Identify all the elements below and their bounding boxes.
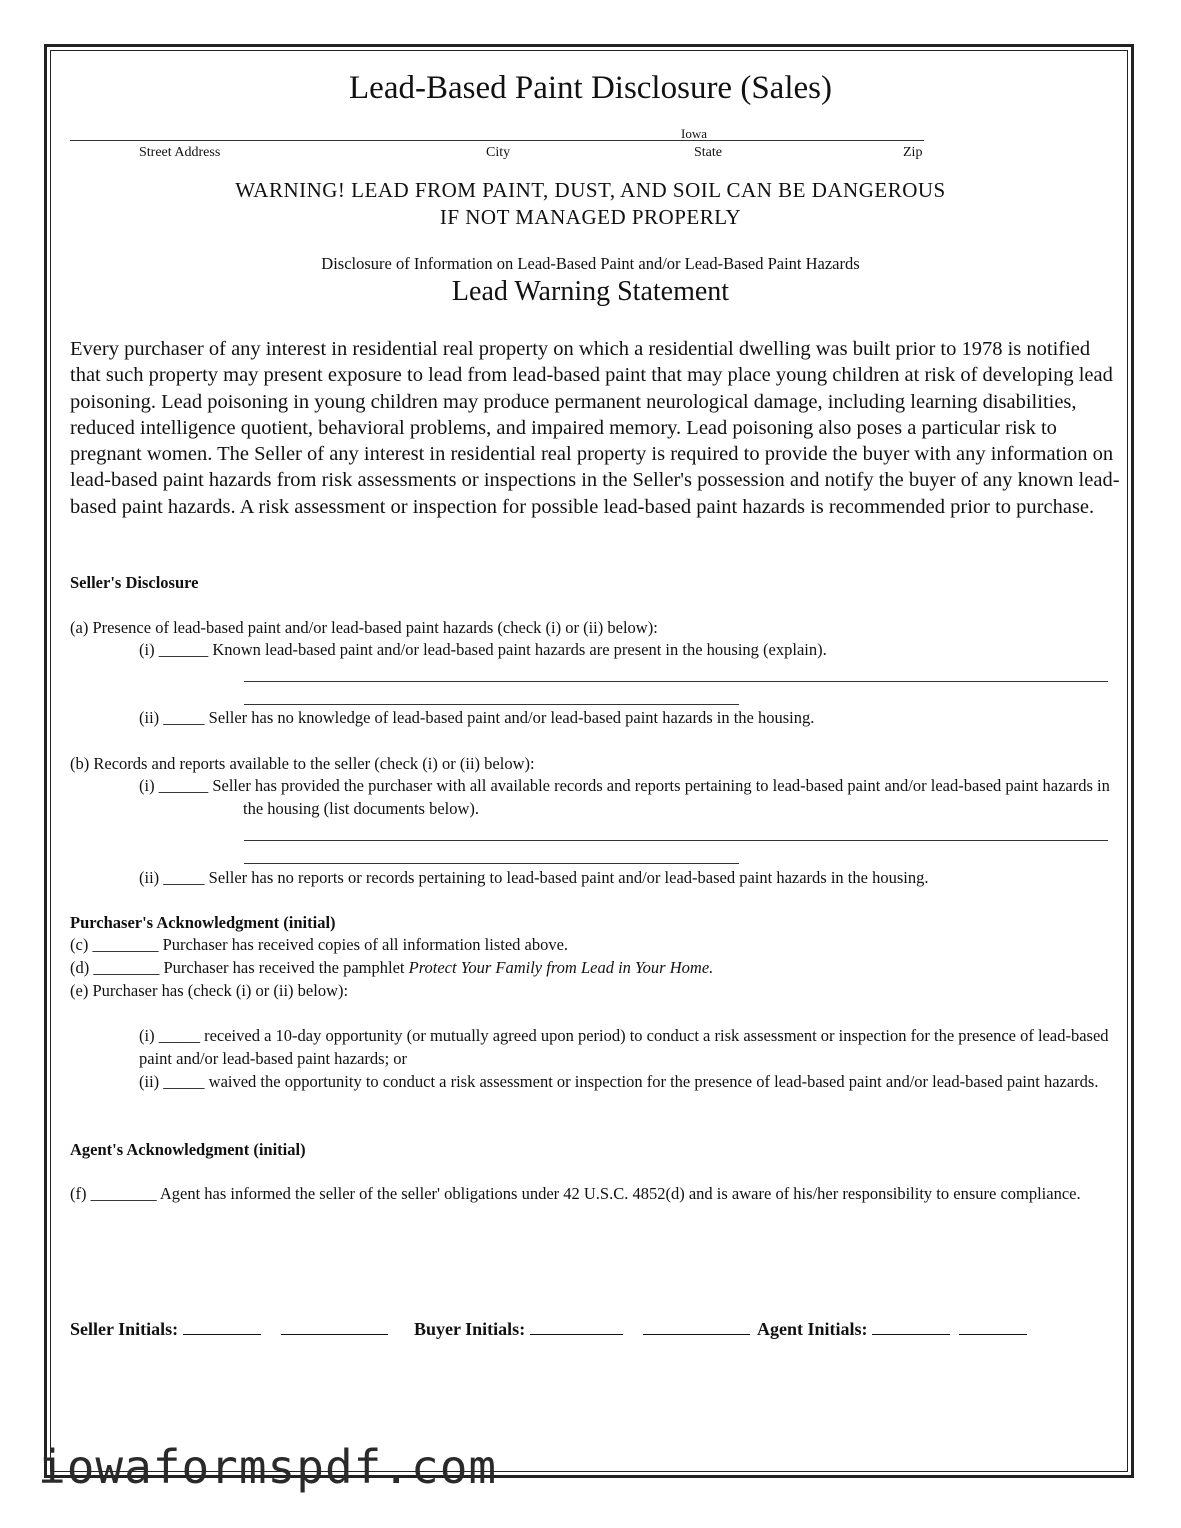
agent-initials-field-2[interactable]	[959, 1318, 1027, 1335]
disclosure-subheading: Disclosure of Information on Lead-Based Paint and/or Lead-Based Paint Hazards	[321, 254, 860, 273]
pamphlet-title: Protect Your Family from Lead in Your Home.	[408, 958, 714, 977]
documents-line-1[interactable]	[244, 840, 1108, 841]
purchaser-c[interactable]: (c) ________ Purchaser has received copies of all information listed above.	[70, 935, 569, 954]
purchaser-d[interactable]	[70, 958, 713, 978]
agent-initials	[757, 1318, 1027, 1340]
purchaser-e-i[interactable]: (i) _____ received a 10-day opportunity (or mutually agreed upon period) to conduct a risk assessment or inspection for the presence of lead-based paint and/or lead-based paint hazards; or	[139, 1026, 1109, 1068]
seller-a-intro: (a) Presence of lead-based paint and/or lead-based paint hazards (check (i) or (ii) below):	[70, 618, 658, 637]
explain-line-2[interactable]	[244, 704, 739, 705]
buyer-initials	[414, 1318, 750, 1340]
seller-initials	[70, 1318, 388, 1340]
agent-initials-field-1[interactable]	[872, 1318, 950, 1335]
lead-warning-statement: Every purchaser of any interest in residential real property on which a residential dwelling was built prior to 1978 is notified that such property may present exposure to lead from lead-based paint that may place young children at risk of developing lead poisoning. Lead poisoning in young children may produce permanent neurological damage, including learning disabilities, reduced intelligence quotient, behavioral problems, and impaired memory. Lead poisoning also poses a particular risk to pregnant women. The Seller of any interest in residential real property is required to provide the buyer with any information on lead-based paint hazards from risk assessments or inspections in the Seller's possession and notify the buyer of any known lead-based paint hazards. A risk assessment or inspection for possible lead-based paint hazards is recommended prior to purchase.	[70, 338, 1120, 518]
zip-label: Zip	[903, 145, 923, 160]
seller-b-intro: (b) Records and reports available to the seller (check (i) or (ii) below):	[70, 754, 535, 773]
purchaser-e-ii[interactable]: (ii) _____ waived the opportunity to conduct a risk assessment or inspection for the presence of lead-based paint and/or lead-based paint hazards.	[139, 1072, 1099, 1091]
city-label: City	[486, 145, 511, 160]
purchaser-d-text: (d) ________ Purchaser has received the pamphlet	[70, 958, 409, 977]
seller-b-i[interactable]: (i) ______ Seller has provided the purchaser with all available records and reports pertaining to lead-based paint and/or lead-based paint hazards in the housing (list documents below).	[139, 776, 1110, 818]
statement-title: Lead Warning Statement	[451, 276, 730, 307]
agent-initials-label: Agent Initials:	[757, 1319, 868, 1339]
buyer-initials-field-2[interactable]	[643, 1318, 750, 1335]
agent-f[interactable]: (f) ________ Agent has informed the seller of the seller' obligations under 42 U.S.C. 4852(d) and is aware of his/her responsibility to ensure compliance.	[70, 1184, 1081, 1203]
seller-initials-label: Seller Initials:	[70, 1319, 179, 1339]
documents-line-2[interactable]	[244, 863, 739, 864]
street-address-label: Street Address	[139, 145, 221, 160]
warning-line-1: WARNING! LEAD FROM PAINT, DUST, AND SOIL CAN BE DANGEROUS	[235, 178, 946, 202]
seller-disclosure-heading: Seller's Disclosure	[70, 573, 199, 592]
explain-line-1[interactable]	[244, 681, 1108, 682]
agent-heading: Agent's Acknowledgment (initial)	[70, 1140, 306, 1159]
form-title: Lead-Based Paint Disclosure (Sales)	[349, 70, 832, 106]
watermark-text: iowaformspdf.com	[38, 1440, 498, 1494]
seller-a-ii[interactable]: (ii) _____ Seller has no knowledge of lead-based paint and/or lead-based paint hazards in the housing.	[139, 708, 815, 727]
address-input-line[interactable]	[70, 128, 924, 141]
seller-a-i[interactable]: (i) ______ Known lead-based paint and/or lead-based paint hazards are present in the housing (explain).	[139, 640, 827, 659]
purchaser-heading: Purchaser's Acknowledgment (initial)	[70, 913, 336, 932]
purchaser-e-intro: (e) Purchaser has (check (i) or (ii) below):	[70, 981, 349, 1000]
seller-b-ii[interactable]: (ii) _____ Seller has no reports or records pertaining to lead-based paint and/or lead-based paint hazards in the housing.	[139, 868, 929, 887]
buyer-initials-label: Buyer Initials:	[414, 1319, 526, 1339]
seller-initials-field-2[interactable]	[281, 1318, 388, 1335]
state-label: State	[694, 145, 722, 160]
state-value: Iowa	[681, 126, 707, 141]
seller-initials-field-1[interactable]	[183, 1318, 261, 1335]
warning-line-2: IF NOT MANAGED PROPERLY	[439, 205, 742, 229]
buyer-initials-field-1[interactable]	[530, 1318, 623, 1335]
